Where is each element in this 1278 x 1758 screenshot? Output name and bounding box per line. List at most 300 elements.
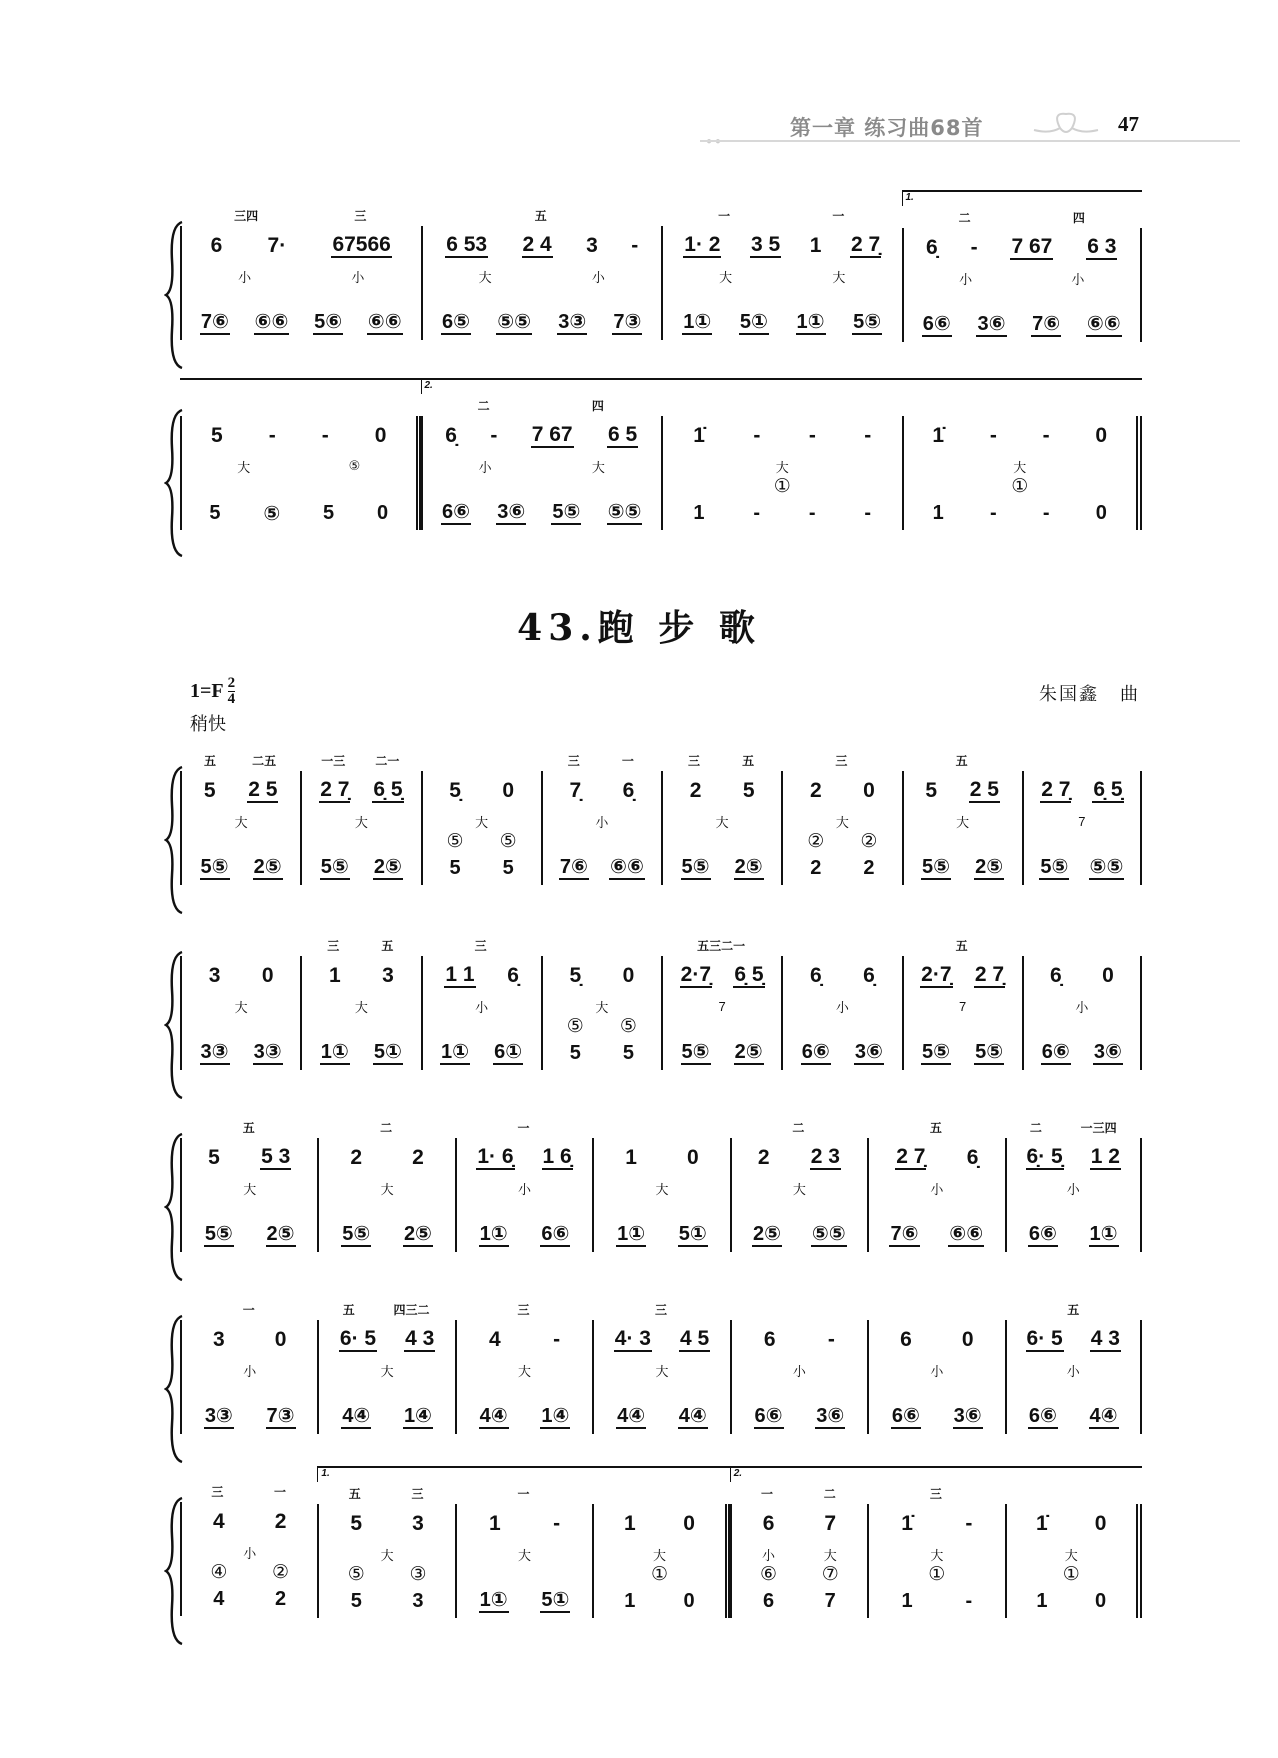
score-system (180, 920, 1142, 1070)
measure (592, 1284, 729, 1434)
melody-row (180, 1320, 317, 1360)
hand-marking-row (1005, 1544, 1142, 1564)
hand-marking-row (180, 1542, 317, 1562)
melody-row (781, 771, 901, 811)
hand-mark: 大 (823, 1547, 837, 1563)
hand-marking-row (300, 811, 420, 831)
score-system (180, 190, 1142, 342)
key: 1=F (190, 680, 224, 702)
measure (592, 1102, 729, 1252)
accompaniment-row (317, 1584, 454, 1618)
volta-bracket (730, 1102, 867, 1116)
note: 6̣ (966, 1146, 979, 1169)
fingering-row (455, 1482, 592, 1504)
harmonic-row (902, 476, 1143, 496)
measure (902, 920, 1022, 1070)
harmonic-row (317, 1380, 454, 1400)
melody-row (421, 956, 541, 996)
note: 0 (502, 779, 515, 802)
accompaniment-row (661, 1036, 781, 1070)
note: 6 3 (1087, 235, 1117, 258)
fingering-row (180, 749, 300, 771)
note: 1① (441, 1041, 470, 1063)
accompaniment-row (661, 306, 902, 340)
note: 0 (274, 1328, 287, 1351)
fingering-mark: 五 (348, 1486, 361, 1501)
note: - (864, 424, 872, 447)
fingering-mark: 三 (354, 208, 367, 223)
harmonic-row (902, 288, 1143, 308)
hand-mark: 大 (354, 814, 368, 830)
hand-mark: 小 (591, 269, 605, 285)
note: ⑤ (263, 502, 281, 525)
measure (1005, 1284, 1142, 1434)
note: 5⑤ (922, 856, 951, 878)
melody-row (730, 1138, 867, 1178)
note: 6⑥ (1028, 1405, 1057, 1427)
hand-marking-row (661, 996, 781, 1016)
note: 1① (683, 311, 712, 333)
note: 6 (762, 1589, 775, 1612)
fingering-row (180, 1298, 317, 1320)
fingering-mark: 一 (718, 208, 731, 223)
note: ⑤⑤ (607, 501, 642, 523)
harmonic-row (592, 1564, 729, 1584)
volta-bracket (180, 190, 421, 204)
note: 5 (742, 779, 755, 802)
accompaniment-row (867, 1584, 1004, 1618)
measure (781, 735, 901, 885)
note: 5⑤ (853, 311, 882, 333)
note: 5 (203, 779, 216, 802)
note: 7⑥ (200, 311, 229, 333)
harmonic-row (781, 831, 901, 851)
note: 4 (213, 1587, 225, 1610)
note: ⑤ (347, 1563, 365, 1585)
harmonic-row (541, 1016, 661, 1036)
note: 1④ (403, 1405, 432, 1427)
hand-marking-row (867, 1178, 1004, 1198)
fingering-row (421, 749, 541, 771)
fingering-mark: 一 (242, 1302, 255, 1317)
fingering-row (300, 749, 420, 771)
fingering-mark: 一 (621, 753, 634, 768)
fingering-row (180, 394, 421, 416)
note: 6⑥ (891, 1405, 920, 1427)
volta-bracket (1005, 1284, 1142, 1298)
note: 7 67 (531, 423, 573, 446)
harmonic-row (1005, 1564, 1142, 1584)
note: 4④ (678, 1405, 707, 1427)
measure (661, 920, 781, 1070)
fingering-row (541, 934, 661, 956)
note: 6 5 (608, 423, 638, 446)
volta-bracket (592, 1284, 729, 1298)
note: 1① (796, 311, 825, 333)
score-system (180, 1466, 1142, 1618)
note: 7⑥ (1032, 313, 1061, 335)
fingering-row (421, 394, 662, 416)
note: 0 (863, 779, 875, 802)
note: 2 5 (248, 778, 278, 801)
note: 6̣ (507, 964, 519, 987)
fingering-mark: 二 (823, 1486, 836, 1501)
accompaniment-row (867, 1218, 1004, 1252)
note: 1 (901, 1589, 913, 1612)
hand-mark: 小 (959, 271, 973, 287)
hand-mark: 大 (655, 1181, 669, 1197)
hand-mark: 大 (475, 814, 489, 830)
fingering-row (867, 1482, 1004, 1504)
note: 0 (1102, 964, 1114, 987)
note: 5 (208, 1146, 220, 1169)
volta-bracket (180, 1102, 317, 1116)
measure (541, 920, 661, 1070)
harmonic-row (317, 1564, 454, 1584)
note: 1 (624, 1589, 636, 1612)
fingering-row (730, 1298, 867, 1320)
fingering-mark: 二 (958, 210, 971, 225)
hand-mark: 大 (380, 1547, 394, 1563)
note: ① (928, 1563, 946, 1585)
accompaniment-row (300, 1036, 420, 1070)
note: ⑥⑥ (610, 856, 644, 878)
measure (421, 378, 662, 530)
note: 3⑥ (953, 1405, 982, 1427)
fingering-mark: 一三四 (1080, 1120, 1117, 1135)
measure (317, 1284, 454, 1434)
hand-marking-row (317, 1178, 454, 1198)
accompaniment-row (455, 1400, 592, 1434)
note: 1① (479, 1589, 508, 1611)
note: 6̣ (925, 236, 938, 259)
time-top: 2 (227, 675, 236, 691)
measure (1022, 920, 1142, 1070)
note: 5 (350, 1589, 362, 1612)
note: 7⑥ (890, 1223, 919, 1245)
note: ② (272, 1561, 290, 1583)
melody-row (317, 1504, 454, 1544)
note: - (989, 501, 997, 524)
hand-mark: 小 (930, 1363, 944, 1379)
harmonic-row (180, 1380, 317, 1400)
accompaniment-row (867, 1400, 1004, 1434)
harmonic-row (1022, 831, 1142, 851)
hand-mark: 小 (835, 999, 849, 1015)
note: 0 (374, 424, 387, 447)
fingering-row (661, 394, 902, 416)
hand-mark: 大 (719, 269, 733, 285)
note: 4④ (342, 1405, 371, 1427)
fingering-row (317, 1298, 454, 1320)
note: - (1042, 501, 1050, 524)
composer: 朱国鑫 曲 (1038, 684, 1140, 704)
hand-marking-row (455, 1360, 592, 1380)
hand-marking-row (300, 996, 420, 1016)
note: 5 (449, 856, 461, 879)
fingering-row (317, 1482, 454, 1504)
melody-row (455, 1320, 592, 1360)
hand-marking-row (867, 1544, 1004, 1564)
note: 2 (412, 1146, 424, 1169)
fingering-mark: 三 (211, 1484, 224, 1499)
note: 3⑥ (497, 501, 526, 523)
hand-mark: 小 (1075, 999, 1089, 1015)
volta-bracket (730, 1284, 867, 1298)
hand-marking-row (421, 996, 541, 1016)
accompaniment-row (730, 1584, 867, 1618)
note: 1· 2 (684, 233, 721, 256)
score-system (180, 1284, 1142, 1434)
note: 1 (1036, 1589, 1048, 1612)
accompaniment-row (902, 308, 1143, 342)
note: 7③ (613, 311, 642, 333)
note: 2 (689, 779, 702, 802)
note: 0 (376, 501, 389, 524)
volta-bracket (541, 920, 661, 934)
volta-bracket (902, 920, 1022, 934)
volta-bracket (1005, 1102, 1142, 1116)
page-number: 47 (1118, 112, 1139, 136)
hand-marking-row (661, 811, 781, 831)
measure (421, 190, 662, 342)
hand-mark: 大 (234, 814, 248, 830)
accompaniment-row (180, 1400, 317, 1434)
melody-row (781, 956, 901, 996)
note: 2 (863, 856, 875, 879)
note: 6 (763, 1328, 776, 1351)
hand-mark: 大 (243, 1181, 257, 1197)
note: 7· (267, 234, 287, 257)
hand-mark: 大 (652, 1547, 666, 1563)
melody-row (180, 416, 421, 456)
note: ⑦ (821, 1563, 839, 1585)
note: 2⑤ (253, 856, 282, 878)
note: - (970, 236, 978, 259)
accompaniment-row (1005, 1218, 1142, 1252)
note: 2⑤ (975, 856, 1004, 878)
volta-bracket (867, 1284, 1004, 1298)
melody-row (592, 1138, 729, 1178)
hand-mark: 大 (354, 999, 368, 1015)
accompaniment-row (180, 1218, 317, 1252)
time-bottom: 4 (227, 691, 236, 707)
note: 0 (1095, 501, 1107, 524)
fingering-row (781, 749, 901, 771)
note: 0 (1095, 424, 1108, 447)
note: - (490, 424, 498, 447)
harmonic-row (180, 1198, 317, 1218)
hand-marking-row (180, 811, 300, 831)
note: 7̣ (569, 779, 582, 802)
accompaniment-row (317, 1400, 454, 1434)
note: 1̇ (901, 1512, 913, 1535)
note: ⑤⑤ (1089, 856, 1124, 878)
melody-row (661, 226, 902, 266)
hand-marking-row (180, 266, 421, 286)
note: 3⑥ (1093, 1041, 1122, 1063)
accompaniment-row (421, 1036, 541, 1070)
melody-row (421, 416, 662, 456)
fingering-mark: 五 (955, 938, 968, 953)
hand-marking-row (902, 996, 1022, 1016)
note: ⑤⑤ (497, 311, 532, 333)
hand-mark: 大 (655, 1363, 669, 1379)
accompaniment-row (180, 496, 421, 530)
melody-row (592, 1320, 729, 1360)
fingering-mark: 一三 (321, 753, 346, 768)
accompaniment-row (421, 306, 662, 340)
accompaniment-row (541, 851, 661, 885)
note: 2·7̣ (921, 963, 952, 986)
hand-mark: 大 (595, 999, 609, 1015)
note: 4④ (479, 1405, 508, 1427)
note: 2⑤ (734, 1041, 763, 1063)
note: 5⑤ (681, 856, 710, 878)
note: 3③ (253, 1041, 282, 1063)
hand-mark: 小 (243, 1545, 257, 1561)
note: ⑤ (499, 830, 517, 852)
accompaniment-row (592, 1584, 729, 1618)
hand-marking-row (455, 1544, 592, 1564)
note: 2⑤ (373, 856, 402, 878)
note: 6· 5 (339, 1327, 377, 1350)
measure (455, 1284, 592, 1434)
note: 2 7̣ (1041, 778, 1071, 801)
note: 7③ (266, 1405, 295, 1427)
note: 5 (323, 501, 335, 524)
hand-mark: 小 (243, 1363, 257, 1379)
hand-mark: 小 (1071, 271, 1085, 287)
accompaniment-row (317, 1218, 454, 1252)
note: 6̣ (622, 779, 635, 802)
note: 3 5 (751, 233, 781, 256)
measure (867, 1466, 1004, 1618)
volta-bracket (1005, 1466, 1142, 1482)
note: ① (650, 1563, 668, 1585)
volta-label: 2. (733, 1468, 743, 1479)
note: 5① (739, 311, 768, 333)
note: 5⑥ (314, 311, 343, 333)
note: ① (1011, 475, 1029, 497)
hand-mark: 小 (792, 1363, 806, 1379)
melody-row (317, 1138, 454, 1178)
song-title: 43.跑 步 歌 (517, 607, 761, 649)
measure (455, 1466, 592, 1618)
hand-mark: 7 (1078, 813, 1086, 829)
note: 1̇ (932, 424, 945, 447)
note: 4 5 (679, 1327, 710, 1350)
note: 6 (762, 1512, 775, 1535)
tempo-marking: 稍快 (190, 714, 226, 734)
hand-marking-row (180, 996, 300, 1016)
note: 3 (382, 964, 394, 987)
note: 4 3 (1090, 1327, 1120, 1350)
accompaniment-row (902, 496, 1143, 530)
score-system (180, 1102, 1142, 1252)
note: 2 3 (810, 1145, 840, 1168)
note: 6̣ 5̣ (373, 778, 403, 801)
note: 2 (809, 779, 822, 802)
hand-marking-row (180, 1178, 317, 1198)
fingering-row (421, 204, 662, 226)
hand-marking-row (592, 1360, 729, 1380)
note: 6̣· 5̣ (1026, 1145, 1063, 1168)
note: 4 3 (405, 1327, 435, 1350)
fingering-row (902, 934, 1022, 956)
melody-row (541, 771, 661, 811)
melody-row (867, 1320, 1004, 1360)
measure (300, 735, 420, 885)
note: 3③ (204, 1405, 233, 1427)
measure (730, 1102, 867, 1252)
fingering-row (661, 749, 781, 771)
note: - (808, 424, 816, 447)
fingering-mark: 五 (342, 1302, 355, 1317)
note: 6̣ (1049, 964, 1062, 987)
note: 5⑤ (552, 501, 581, 523)
note: 5 (622, 1041, 634, 1064)
accompaniment-row (455, 1584, 592, 1618)
note: 5 (350, 1512, 363, 1535)
accompaniment-row (730, 1218, 867, 1252)
fingering-row (592, 1298, 729, 1320)
score-system (180, 735, 1142, 885)
note: 5 (209, 501, 221, 524)
hand-mark: 大 (792, 1181, 806, 1197)
measure (661, 378, 902, 530)
harmonic-row (867, 1380, 1004, 1400)
fingering-row (661, 204, 902, 226)
volta-bracket (421, 735, 541, 749)
accompaniment-row (300, 851, 420, 885)
note: 5̣ (449, 779, 461, 802)
fingering-mark: 二 (380, 1120, 393, 1135)
note: 6̣ (863, 964, 875, 987)
melody-row (902, 416, 1143, 456)
melody-row (1022, 956, 1142, 996)
fingering-mark: 三 (835, 753, 848, 768)
harmonic-row (592, 1380, 729, 1400)
volta-bracket (730, 1466, 867, 1482)
measure (867, 1284, 1004, 1434)
volta-bracket (541, 735, 661, 749)
measure (730, 1284, 867, 1434)
measure (661, 190, 902, 342)
note: - (965, 1589, 973, 1612)
hand-mark: 大 (380, 1363, 394, 1379)
melody-row (1022, 771, 1142, 811)
volta-bracket (661, 378, 902, 394)
note: 2·7̣ (680, 963, 712, 986)
note: 5 (569, 1041, 581, 1064)
note: 5⑤ (320, 856, 349, 878)
measure (867, 1102, 1004, 1252)
note: 3 (412, 1512, 424, 1535)
volta-bracket (180, 1284, 317, 1298)
note: 1 (489, 1512, 501, 1535)
note: 0 (261, 964, 274, 987)
fingering-mark: 五 (204, 753, 217, 768)
note: ④ (210, 1561, 228, 1583)
fingering-mark: 三 (411, 1486, 424, 1501)
key-signature (190, 676, 235, 707)
note: 6̣ (445, 424, 457, 447)
fingering-mark: 三 (327, 938, 340, 953)
fingering-mark: 三 (688, 753, 701, 768)
fingering-row (902, 749, 1022, 771)
harmonic-row (421, 476, 662, 496)
